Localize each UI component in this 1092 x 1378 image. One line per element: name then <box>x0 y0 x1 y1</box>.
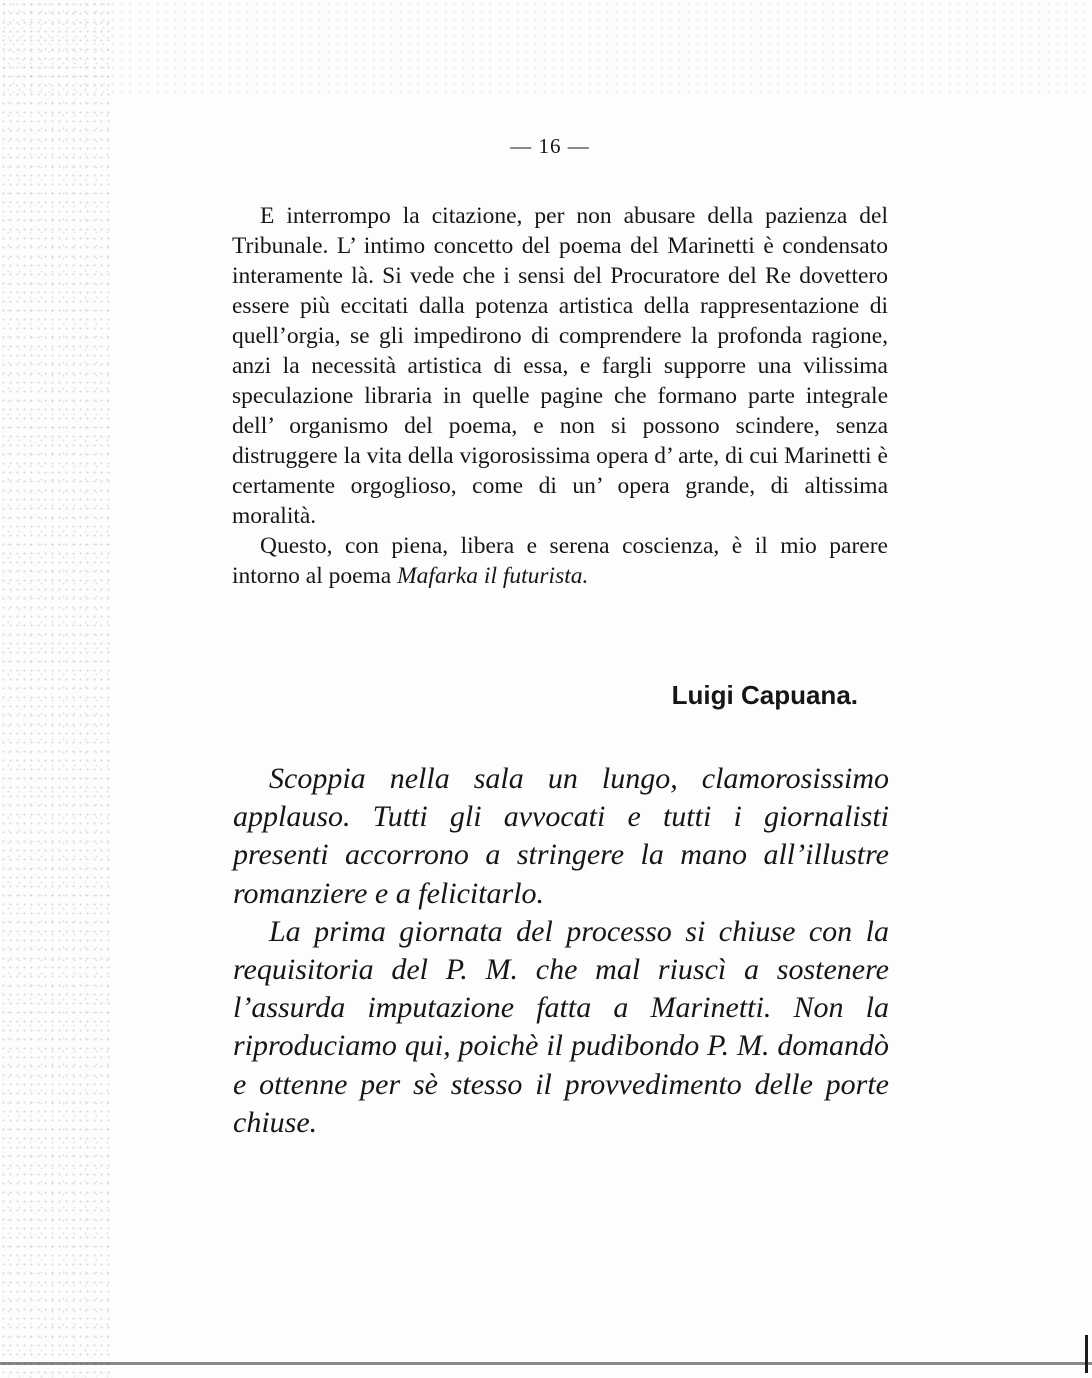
bottom-edge-line <box>0 1362 1092 1365</box>
commentary-paragraph-2: La prima giornata del processo si chiuse con la requisitoria del P. M. che mal riuscì a sostenere l’assurda imputazione fatta a Marinetti. Non la riproduciamo qui, poichè il pudibondo P. M. domandò e ottenne per sè stesso il provvedimento delle porte chiuse. <box>233 914 889 1139</box>
quoted-letter <box>232 201 888 591</box>
letter-paragraph-1: E interrompo la citazione, per non abusare della pazienza del Tribunale. L’ intimo concetto del poema del Marinetti è condensato interamente là. Si vede che i sensi del Procuratore del Re dovettero essere più eccitati dalla potenza artistica della rappresentazione di quell’orgia, se gli impedirono di comprendere la profonda ragione, anzi la necessità artistica di essa, e fargli supporre una vilissima speculazione libraria in quelle pagine che formano parte integrale dell’ organismo del poema, e non si possono scindere, senza distruggere la vita della vigorosissima opera d’ arte, di cui Marinetti è certamente orgoglioso, come di un’ opera grande, di altissima moralità. <box>232 203 888 529</box>
commentary-paragraph-1: Scoppia nella sala un lungo, clamorosissimo applauso. Tutti gli avvocati e tutti i giornalisti presenti accorrono a stringere la mano all’illustre romanziere e a felicitarlo. <box>233 762 889 910</box>
letter-paragraph-2-text: Questo, con piena, libera e serena coscienza, è il mio parere intorno al poema <box>232 533 888 589</box>
scan-noise-left <box>0 0 110 1378</box>
letter-paragraph-2 <box>232 531 888 591</box>
commentary <box>233 760 889 1142</box>
right-edge-mark <box>1085 1335 1088 1373</box>
author-signature: Luigi Capuana. <box>671 680 858 710</box>
book-title: Mafarka il futurista. <box>397 563 589 589</box>
page-number: — 16 — <box>510 134 590 158</box>
scan-noise-top <box>0 0 1092 95</box>
